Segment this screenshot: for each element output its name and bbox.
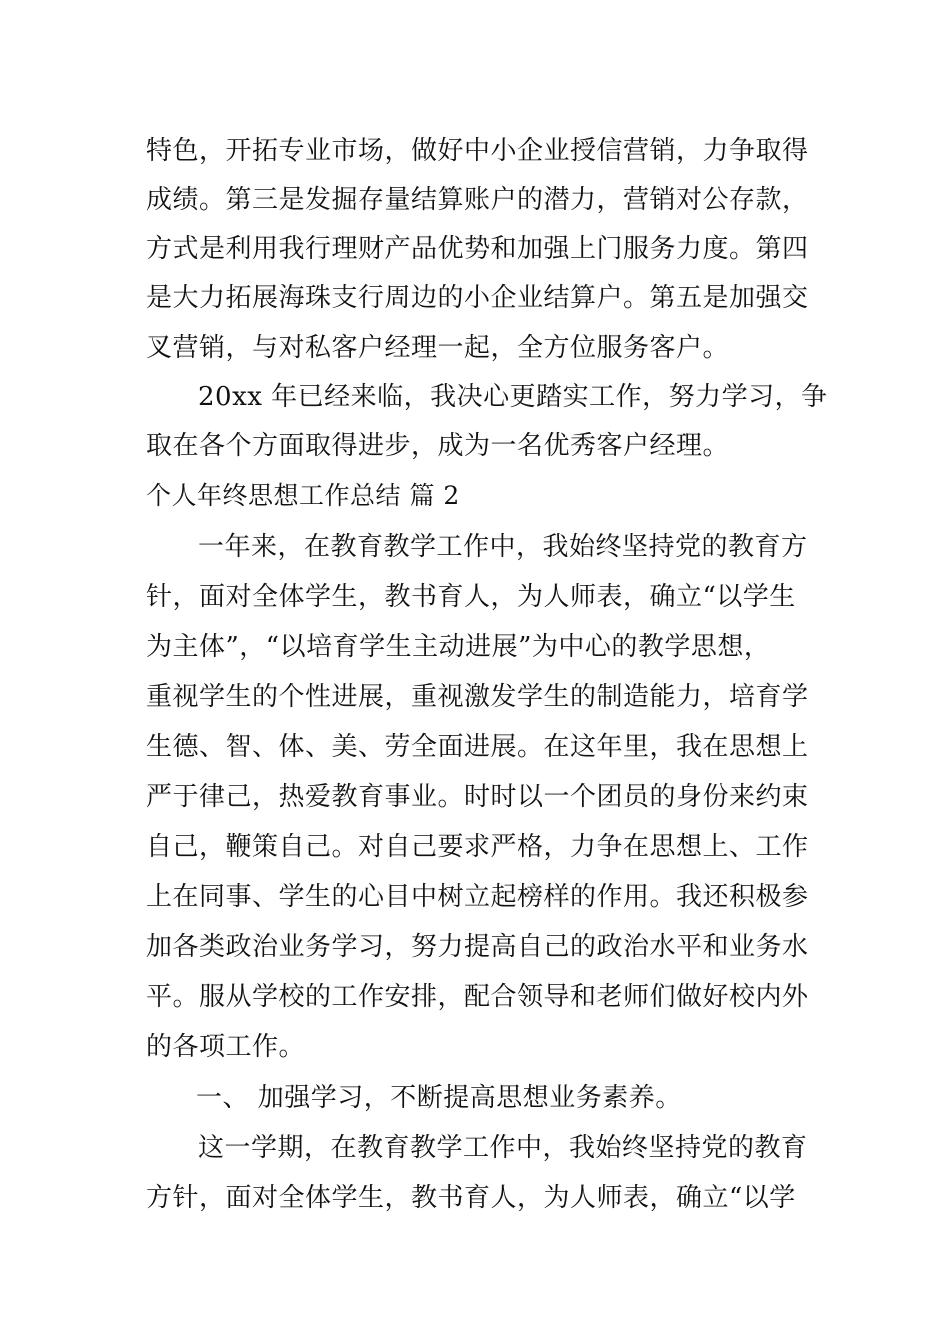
text-line: 方针，面对全体学生，教书育人，为人师表，确立“以学 — [146, 1183, 796, 1213]
text-line: 自己，鞭策自己。对自己要求严格，力争在思想上、工作 — [146, 832, 809, 862]
text-line: 为主体”，“以培育学生主动进展”为中心的教学思想， — [146, 632, 771, 662]
text-line: 平。服从学校的工作安排，配合领导和老师们做好校内外 — [146, 982, 809, 1012]
text-line: 成绩。第三是发掘存量结算账户的潜力，营销对公存款， — [146, 185, 809, 215]
text-line: 的各项工作。 — [146, 1032, 306, 1062]
paragraph-start-line: 20xx 年已经来临，我决心更踏实工作，努力学习，争 — [198, 382, 828, 412]
text-line: 加各类政治业务学习，努力提高自己的政治水平和业务水 — [146, 932, 809, 962]
paragraph-start-line: 一年来，在教育教学工作中，我始终坚持党的教育方 — [198, 532, 808, 562]
paragraph-start-line: 这一学期，在教育教学工作中，我始终坚持党的教育 — [198, 1133, 808, 1163]
text-line: 取在各个方面取得进步，成为一名优秀客户经理。 — [146, 431, 730, 461]
text-line: 叉营销，与对私客户经理一起，全方位服务客户。 — [146, 333, 730, 363]
text-line: 是大力拓展海珠支行周边的小企业结算户。第五是加强交 — [146, 283, 809, 313]
numbered-heading: 一、 加强学习，不断提高思想业务素养。 — [196, 1083, 682, 1113]
text-line: 针，面对全体学生，教书育人，为人师表，确立“以学生 — [146, 582, 796, 612]
section-title: 个人年终思想工作总结 篇 2 — [146, 481, 460, 510]
text-line: 重视学生的个性进展，重视激发学生的制造能力，培育学 — [146, 682, 809, 712]
text-line: 方式是利用我行理财产品优势和加强上门服务力度。第四 — [146, 234, 809, 264]
text-line: 生德、智、体、美、劳全面进展。在这年里，我在思想上 — [146, 732, 809, 762]
text-line: 严于律己，热爱教育事业。时时以一个团员的身份来约束 — [146, 782, 809, 812]
text-line: 特色，开拓专业市场，做好中小企业授信营销，力争取得 — [146, 136, 809, 166]
text-line: 上在同事、学生的心目中树立起榜样的作用。我还积极参 — [146, 882, 809, 912]
